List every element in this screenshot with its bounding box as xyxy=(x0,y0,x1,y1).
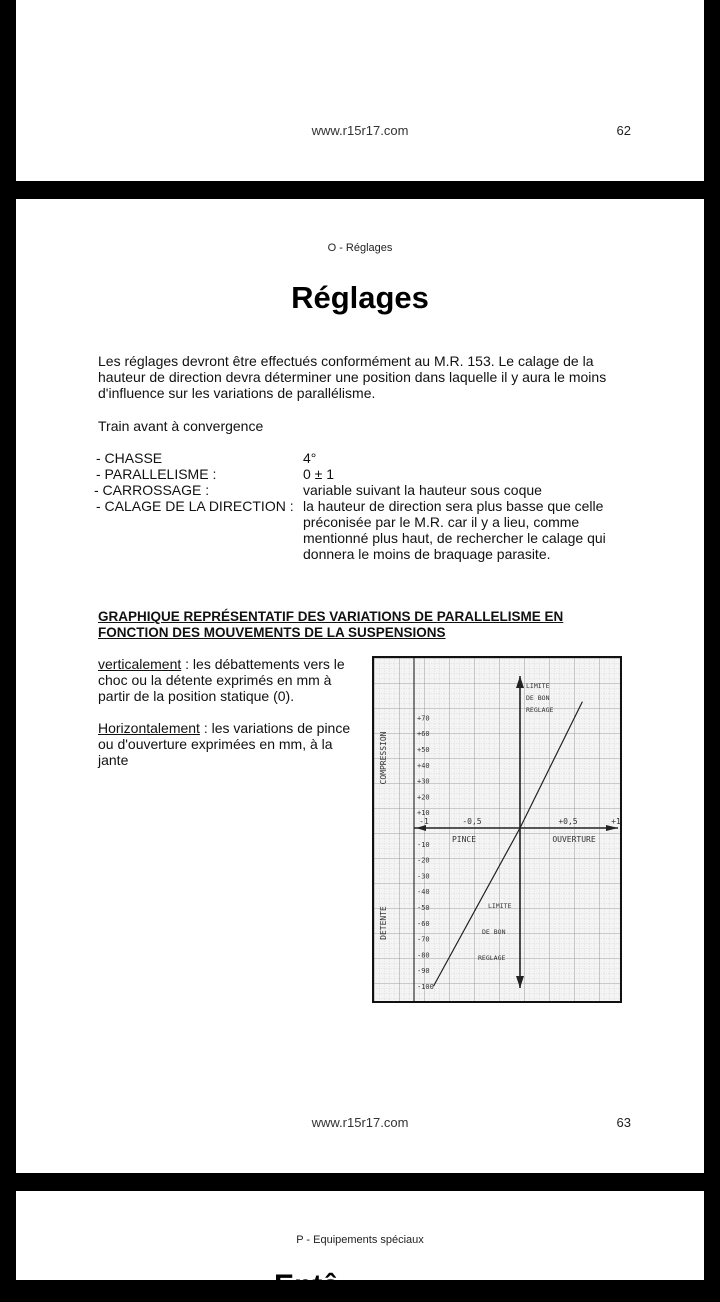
annotation-bottom-line2: DE BON xyxy=(482,928,506,936)
x-label-left: PINCE xyxy=(451,835,477,844)
spec-row xyxy=(96,498,626,562)
horizontal-description xyxy=(98,720,354,768)
train-line: Train avant à convergence xyxy=(98,418,264,434)
y-tick-label: -50 xyxy=(417,904,430,912)
horizontal-term: Horizontalement xyxy=(98,720,200,736)
vertical-description xyxy=(98,656,354,704)
y-tick-label: +20 xyxy=(417,793,430,802)
chart-svg xyxy=(374,658,620,1001)
current-page xyxy=(16,199,704,1173)
next-page-title xyxy=(274,1269,394,1302)
spec-label: - CARROSSAGE : xyxy=(94,482,210,498)
y-tick-label: -10 xyxy=(417,840,430,849)
y-tick-label: -80 xyxy=(417,951,430,960)
x-tick-label: -0,5 xyxy=(462,817,482,826)
annotation-top-line1: LIMITE xyxy=(526,682,550,690)
spec-value: variable suivant la hauteur sous coque xyxy=(303,482,542,498)
spec-value: 0 ± 1 xyxy=(303,466,335,482)
y-label-bottom: DETENTE xyxy=(379,906,388,940)
y-tick-label: +70 xyxy=(417,714,430,723)
annotation-bottom-line3: REGLAGE xyxy=(478,954,506,962)
footer-url: www.r15r17.com xyxy=(311,123,409,138)
page-number: 63 xyxy=(616,1115,631,1130)
spec-label: - CHASSE xyxy=(96,450,163,466)
vertical-term: verticalement xyxy=(98,656,182,672)
spec-label: - CALAGE DE LA DIRECTION : xyxy=(96,498,294,514)
page-number: 62 xyxy=(616,123,631,138)
annotation-bottom-line1: LIMITE xyxy=(488,902,512,910)
y-label-top: COMPRESSION xyxy=(379,731,388,785)
section-label: P - Equipements spéciaux xyxy=(296,1234,424,1246)
page-title: Réglages xyxy=(291,280,429,315)
y-tick-label: +10 xyxy=(417,809,430,818)
section-label: O - Réglages xyxy=(327,242,393,254)
y-tick-label: -70 xyxy=(417,935,430,944)
x-tick-label: +1 xyxy=(611,817,621,826)
spec-value: 4° xyxy=(303,450,317,466)
next-page-title-text: Entâ xyxy=(274,1269,340,1302)
intro-paragraph: Les réglages devront être effectués conformément au M.R. 153. Le calage de la hauteur de direction devra déterminer une position dans laquelle il y aura le moins d'influence sur les variations de parallélisme. xyxy=(98,353,607,401)
spec-row xyxy=(96,450,626,466)
y-tick-label: -40 xyxy=(417,888,430,897)
spec-table xyxy=(96,450,626,562)
y-tick-label: +60 xyxy=(417,730,430,739)
spec-row xyxy=(96,482,626,498)
spec-value: la hauteur de direction sera plus basse que celle préconisée par le M.R. car il y a lieu, comme mentionné plus haut, de rechercher le calage qui donnera le moins de braquage parasite. xyxy=(303,498,606,562)
x-label-right: OUVERTURE xyxy=(552,835,596,844)
graph-paper xyxy=(374,658,620,1001)
x-tick-label: +0,5 xyxy=(558,817,578,826)
parallelism-chart xyxy=(372,656,622,1003)
axis-descriptions xyxy=(98,656,354,784)
spec-label: - PARALLELISME : xyxy=(96,466,217,482)
y-tick-label: -100 xyxy=(417,983,434,991)
y-tick-label: -90 xyxy=(417,967,430,976)
y-tick-label: -20 xyxy=(417,856,430,865)
x-tick-label: -1 xyxy=(419,817,429,826)
annotation-top-line2: DE BON xyxy=(526,694,550,702)
graph-heading: GRAPHIQUE REPRÉSENTATIF DES VARIATIONS DE PARALLELISME EN FONCTION DES MOUVEMENTS DE LA SUSPENSIONS xyxy=(98,609,564,640)
y-tick-label: +30 xyxy=(417,777,430,786)
next-page xyxy=(16,1191,704,1302)
vertical-text: : les débattements vers le choc ou la détente exprimés en mm à partir de la position statique (0). xyxy=(98,656,345,704)
y-tick-label: +40 xyxy=(417,761,430,770)
y-tick-label: +50 xyxy=(417,746,430,754)
previous-page xyxy=(16,0,704,181)
y-tick-label: -30 xyxy=(417,872,430,881)
footer-url: www.r15r17.com xyxy=(311,1115,409,1130)
y-tick-label: -60 xyxy=(417,919,430,928)
spec-row xyxy=(96,466,626,482)
horizontal-text: : les variations de pince ou d'ouverture exprimées en mm, à la jante xyxy=(98,720,351,768)
annotation-top-line3: REGLAGE xyxy=(526,706,554,714)
